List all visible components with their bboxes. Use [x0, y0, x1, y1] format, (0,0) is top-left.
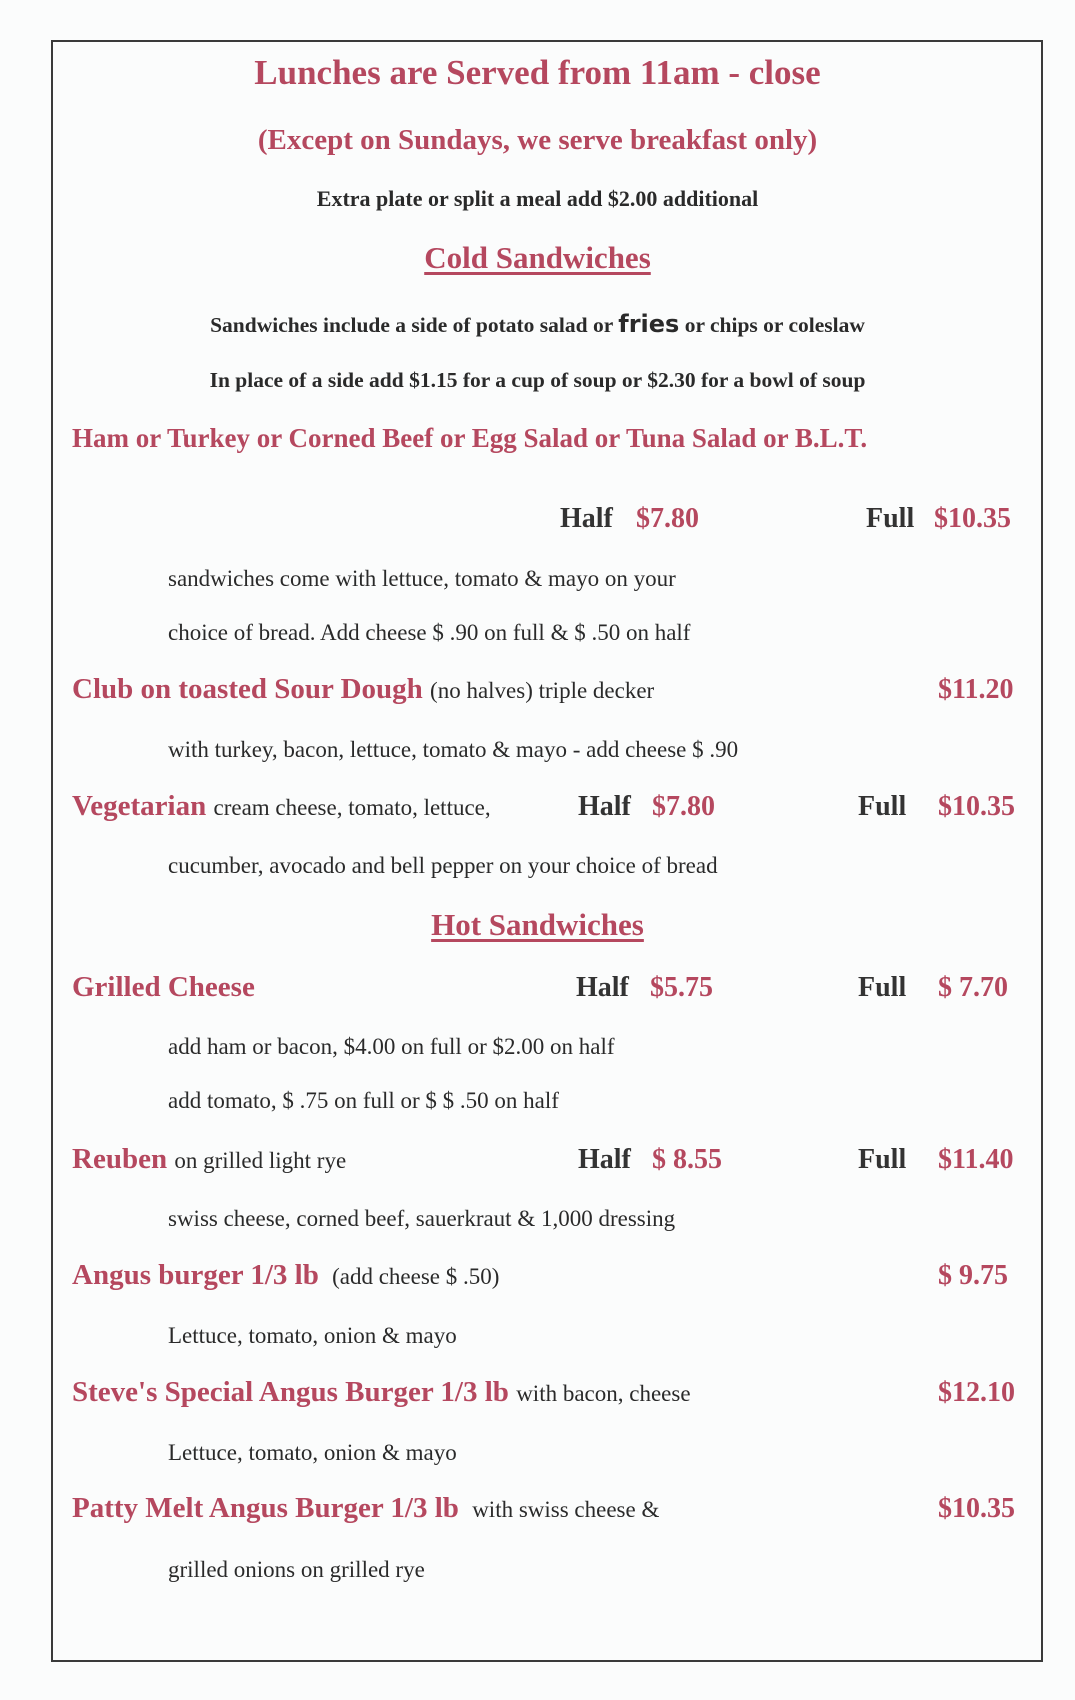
patty-item — [72, 1492, 659, 1525]
club-price: $11.20 — [938, 674, 1014, 705]
reuben-name: Reuben — [72, 1143, 168, 1175]
veg-inline: cream cheese, tomato, lettuce, — [213, 795, 491, 820]
basic-full-label: Full — [866, 503, 915, 534]
patty-price: $10.35 — [938, 1493, 1015, 1524]
grilled-desc-2: add tomato, $ .75 on full or $ $ .50 on half — [168, 1088, 559, 1113]
club-item — [72, 673, 654, 706]
reuben-half-label: Half — [578, 1144, 631, 1175]
patty-inline: with swiss cheese & — [472, 1497, 660, 1522]
angus-inline: (add cheese $ .50) — [332, 1264, 500, 1289]
veg-half-price: $7.80 — [652, 791, 715, 822]
grilled-full-label: Full — [858, 972, 907, 1003]
basic-full-price: $10.35 — [934, 503, 1011, 534]
reuben-half-price: $ 8.55 — [652, 1144, 722, 1175]
steves-inline: with bacon, cheese — [516, 1381, 691, 1406]
reuben-full-price: $11.40 — [938, 1144, 1014, 1175]
club-name: Club on toasted Sour Dough — [72, 673, 423, 705]
basic-desc-2: choice of bread. Add cheese $ .90 on full & $ .50 on half — [168, 620, 691, 645]
hot-sandwiches-title: Hot Sandwiches — [431, 907, 644, 942]
basic-sandwich-name: Ham or Turkey or Corned Beef or Egg Salad or Tuna Salad or B.L.T. — [72, 423, 868, 453]
page-title: Lunches are Served from 11am - close — [254, 53, 821, 92]
steves-desc: Lettuce, tomato, onion & mayo — [168, 1440, 457, 1465]
extra-plate-note: Extra plate or split a meal add $2.00 additional — [316, 186, 759, 211]
reuben-desc: swiss cheese, corned beef, sauerkraut & 1,000 dressing — [168, 1206, 676, 1231]
soup-note: In place of a side add $1.15 for a cup of soup or $2.30 for a bowl of soup — [209, 368, 866, 392]
reuben-item — [72, 1143, 346, 1176]
reuben-full-label: Full — [858, 1144, 907, 1175]
club-inline: (no halves) triple decker — [430, 678, 655, 703]
veg-full-label: Full — [858, 791, 907, 822]
steves-name: Steve's Special Angus Burger 1/3 lb — [72, 1376, 509, 1408]
sides-note-pre: Sandwiches include a side of potato salad or — [210, 313, 613, 337]
reuben-inline: on grilled light rye — [174, 1148, 347, 1173]
club-desc: with turkey, bacon, lettuce, tomato & mayo - add cheese $ .90 — [168, 737, 739, 762]
menu-border — [51, 40, 1043, 1662]
patty-name: Patty Melt Angus Burger 1/3 lb — [72, 1492, 459, 1524]
grilled-cheese-name: Grilled Cheese — [72, 971, 255, 1003]
angus-price: $ 9.75 — [938, 1260, 1008, 1291]
basic-half-price: $7.80 — [636, 503, 699, 534]
veg-item — [72, 790, 491, 823]
sides-note-fries: fries — [618, 310, 680, 338]
grilled-half-label: Half — [576, 972, 629, 1003]
steves-item — [72, 1376, 691, 1409]
veg-desc: cucumber, avocado and bell pepper on your choice of bread — [168, 853, 718, 878]
angus-name: Angus burger 1/3 lb — [72, 1259, 319, 1291]
patty-desc: grilled onions on grilled rye — [168, 1557, 425, 1582]
veg-full-price: $10.35 — [938, 791, 1015, 822]
basic-desc-1: sandwiches come with lettuce, tomato & mayo on your — [168, 566, 676, 591]
veg-name: Vegetarian — [72, 790, 207, 822]
sides-note — [0, 310, 1075, 338]
basic-half-label: Half — [560, 503, 613, 534]
veg-half-label: Half — [578, 791, 631, 822]
grilled-half-price: $5.75 — [650, 972, 713, 1003]
sides-note-post: or chips or coleslaw — [684, 313, 865, 337]
grilled-full-price: $ 7.70 — [938, 972, 1008, 1003]
cold-sandwiches-title: Cold Sandwiches — [424, 240, 651, 275]
page-subtitle: (Except on Sundays, we serve breakfast only) — [257, 124, 818, 156]
angus-desc: Lettuce, tomato, onion & mayo — [168, 1323, 457, 1348]
grilled-desc-1: add ham or bacon, $4.00 on full or $2.00 on half — [168, 1034, 615, 1059]
steves-price: $12.10 — [938, 1377, 1015, 1408]
angus-item — [72, 1259, 499, 1292]
